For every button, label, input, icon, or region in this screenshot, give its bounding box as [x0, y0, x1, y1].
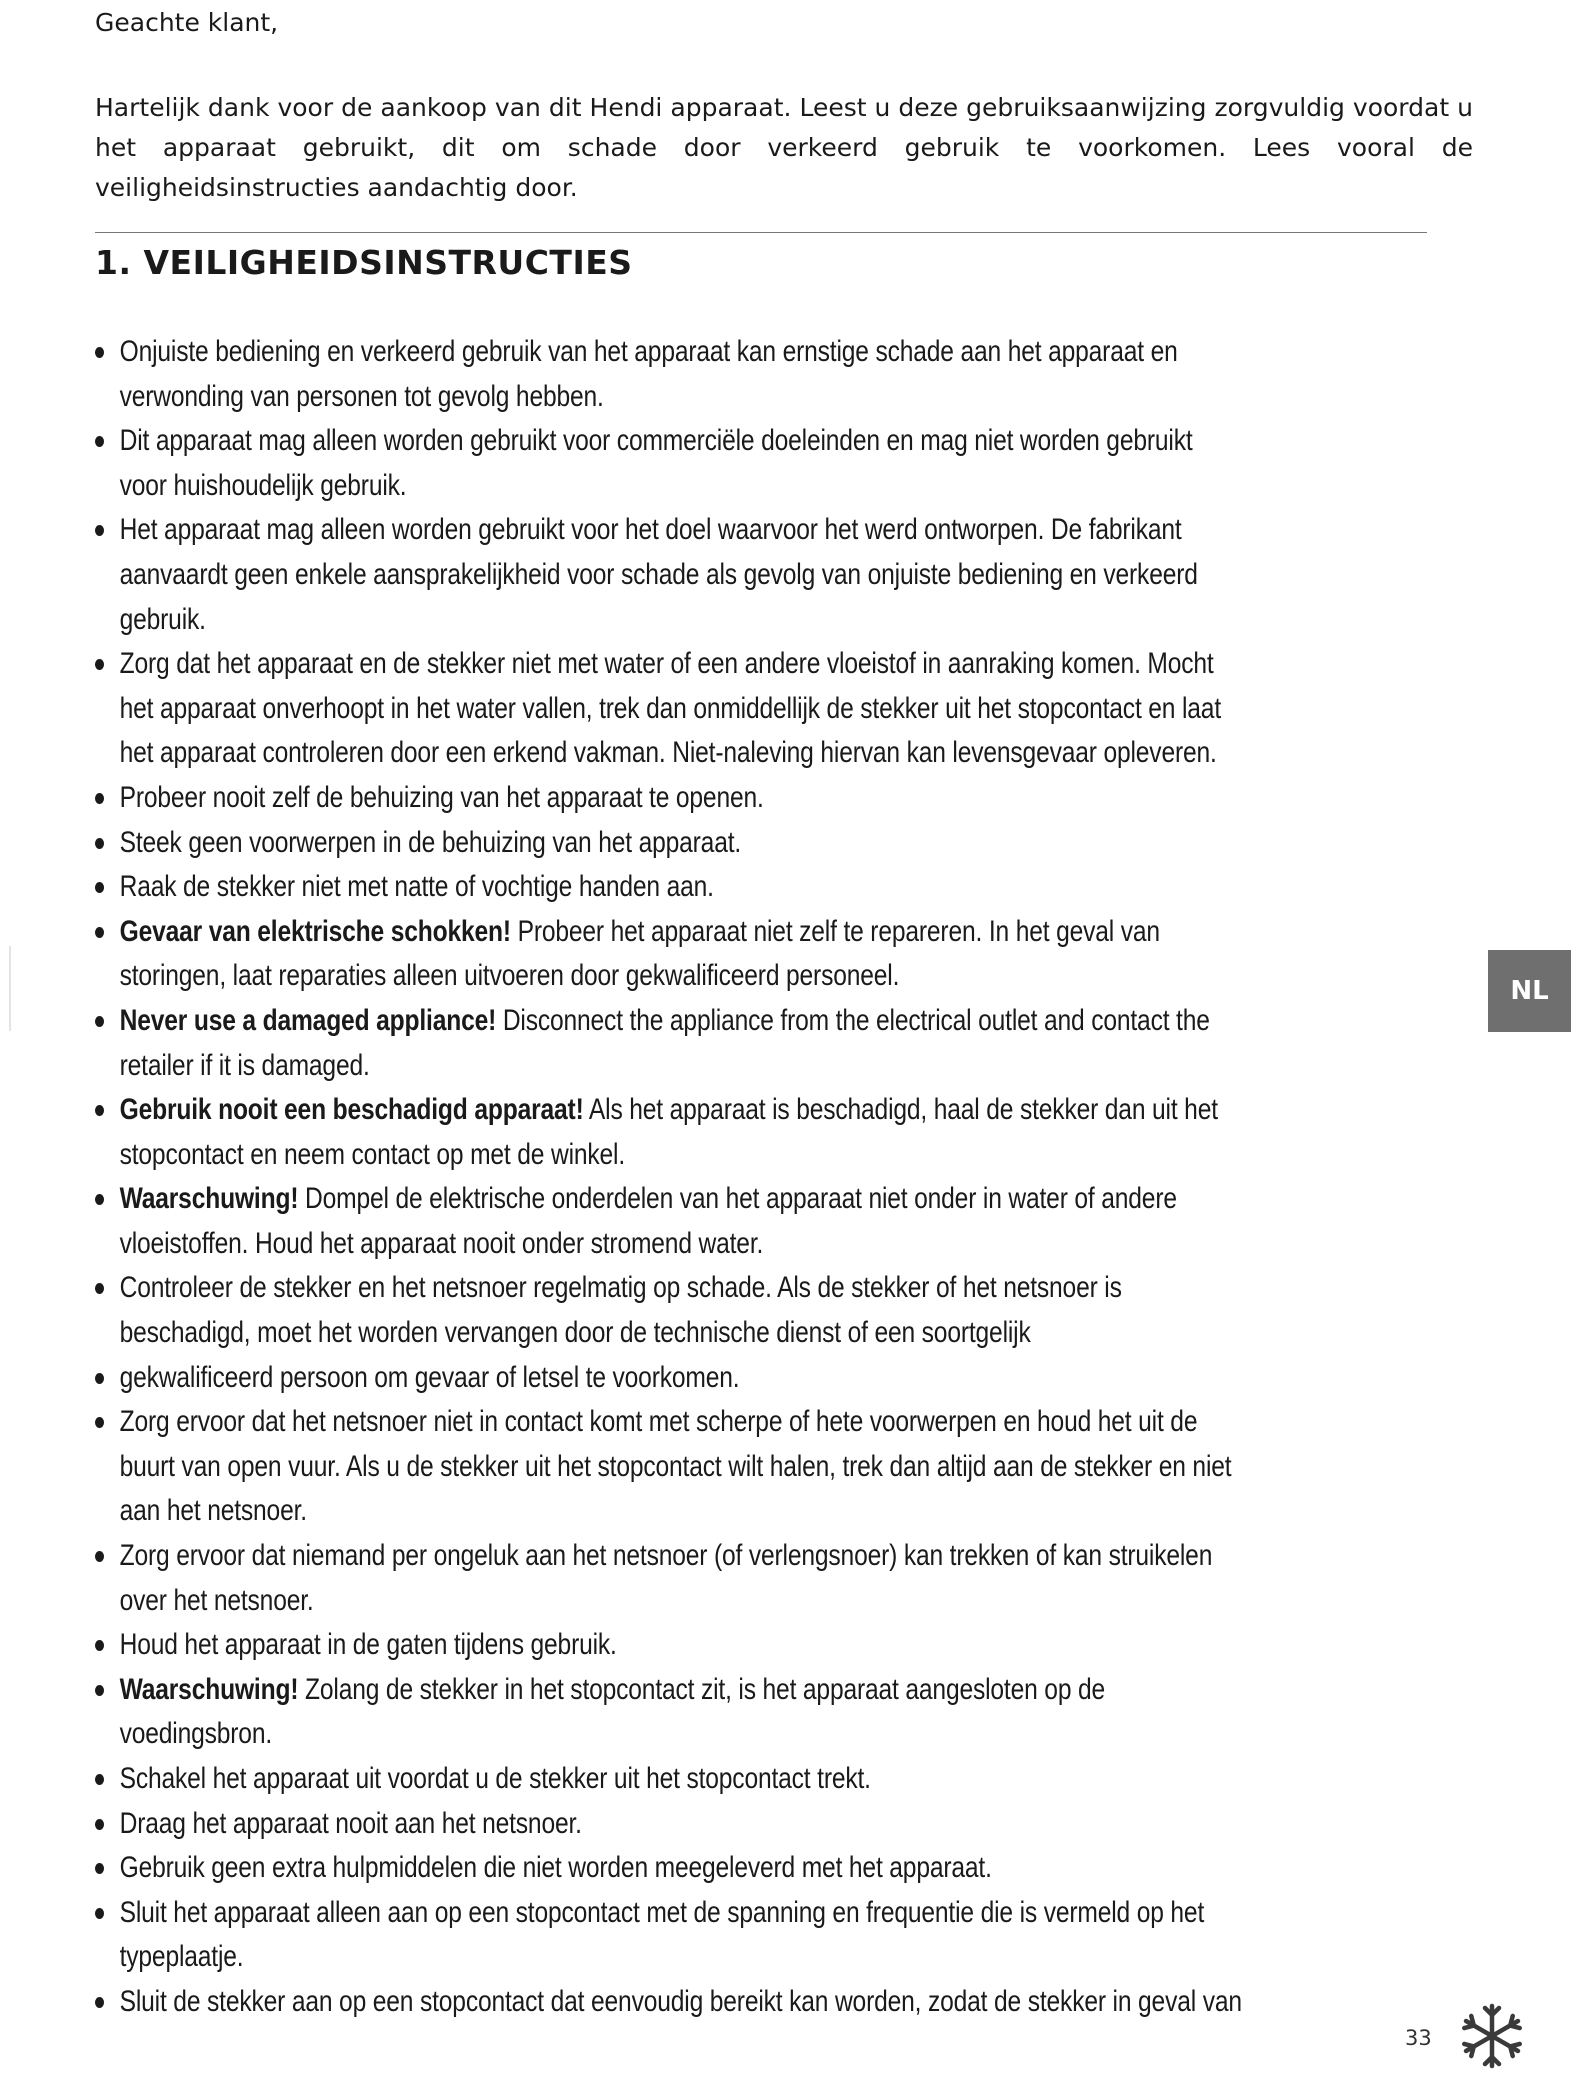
bullet-bold: Waarschuwing! — [119, 1672, 299, 1706]
list-item — [95, 1623, 1243, 1668]
bullet-bold: Never use a damaged appliance! — [119, 1003, 497, 1037]
list-item — [95, 865, 1243, 910]
bullet-text: gekwalificeerd persoon om gevaar of letsel te voorkomen. — [119, 1360, 740, 1394]
bullet-icon — [95, 1863, 104, 1874]
bullet-text: Zolang de stekker in het stopcontact zit, is het apparaat aangesloten op de voedingsbron. — [119, 1672, 1106, 1751]
bullet-icon — [95, 525, 104, 536]
bullet-icon — [95, 347, 104, 358]
bullet-icon — [95, 927, 104, 938]
bullet-text: Dit apparaat mag alleen worden gebruikt voor commerciële doeleinden en mag niet worden gebruikt voor huishoudelijk gebruik. — [119, 424, 1193, 502]
bullet-text: Zorg dat het apparaat en de stekker niet met water of een andere vloeistof in aanraking komen. Mocht het apparaat onverhoopt in het water vallen, trek dan onmiddellijk de stekker uit het stopcontact en laat het apparaat controleren door een erkend vakman. Niet-naleving hiervan kan levensgevaar opleveren. — [119, 647, 1222, 770]
bullet-text: Het apparaat mag alleen worden gebruikt voor het doel waarvoor het werd ontworpen. De fabrikant aanvaardt geen enkele aansprakelijkheid voor schade als gevolg van onjuiste bediening en verkeerd gebruik. — [119, 513, 1198, 636]
list-item — [95, 330, 1243, 419]
bullet-text: Onjuiste bediening en verkeerd gebruik van het apparaat kan ernstige schade aan het apparaat en verwonding van personen tot gevolg hebben. — [119, 335, 1178, 413]
bullet-icon — [95, 1819, 104, 1830]
bullet-icon — [95, 1640, 104, 1651]
list-item — [95, 508, 1243, 642]
bullet-text: Draag het apparaat nooit aan het netsnoer. — [119, 1806, 582, 1840]
bullet-icon — [95, 882, 104, 893]
list-item — [95, 1400, 1243, 1534]
bullet-icon — [95, 1551, 104, 1562]
list-item — [95, 1534, 1243, 1623]
list-item — [95, 821, 1243, 866]
list-item — [95, 910, 1243, 999]
margin-mark — [9, 946, 11, 1031]
bullet-text: Als het apparaat is beschadigd, haal de stekker dan uit het stopcontact en neem contact op met de winkel. — [119, 1093, 1218, 1171]
bullet-bold: Gebruik nooit een beschadigd apparaat! — [119, 1093, 584, 1127]
list-item — [95, 642, 1243, 776]
language-tab: NL — [1488, 950, 1571, 1032]
bullet-icon — [95, 1997, 104, 2008]
section-title: 1. VEILIGHEIDSINSTRUCTIES — [95, 243, 633, 282]
list-item — [95, 1088, 1243, 1177]
bullet-text: Controleer de stekker en het netsnoer regelmatig op schade. Als de stekker of het netsnoer is beschadigd, moet het worden vervangen door de technische dienst of een soortgelijk — [119, 1271, 1122, 1350]
bullet-text: Sluit de stekker aan op een stopcontact dat eenvoudig bereikt kan worden, zodat de stekker in geval van — [119, 1984, 1242, 2018]
bullet-text: Probeer het apparaat niet zelf te repareren. In het geval van storingen, laat reparaties alleen uitvoeren door gekwalificeerd personeel. — [119, 914, 1160, 993]
list-item — [95, 1757, 1243, 1802]
bullet-icon — [95, 1908, 104, 1919]
list-item — [95, 1846, 1243, 1891]
list-item — [95, 1356, 1243, 1401]
intro-paragraph: Hartelijk dank voor de aankoop van dit Hendi apparaat. Leest u deze gebruiksaanwijzing zorgvuldig voordat u het apparaat gebruikt, dit om schade door verkeerd gebruik te voorkomen. Lees vooral de veiligheidsinstructies aandachtig door. — [95, 93, 1473, 202]
list-item — [95, 1668, 1243, 1757]
bullet-icon — [95, 436, 104, 447]
bullet-text: Zorg ervoor dat niemand per ongeluk aan het netsnoer (of verlengsnoer) kan trekken of kan struikelen over het netsnoer. — [119, 1539, 1213, 1617]
bullet-icon — [95, 793, 104, 804]
bullet-text: Zorg ervoor dat het netsnoer niet in contact komt met scherpe of hete voorwerpen en houd het uit de buurt van open vuur. Als u de stekker uit het stopcontact wilt halen, trek dan altijd aan de stekker en niet aan het netsnoer. — [119, 1405, 1232, 1528]
bullet-text: Schakel het apparaat uit voordat u de stekker uit het stopcontact trekt. — [119, 1762, 871, 1795]
bullet-icon — [95, 1194, 104, 1205]
list-item — [95, 1980, 1243, 2025]
list-item — [95, 419, 1243, 508]
bullet-icon — [95, 1016, 104, 1027]
bullet-text: Houd het apparaat in de gaten tijdens gebruik. — [119, 1628, 617, 1662]
bullet-bold: Gevaar van elektrische schokken! — [119, 914, 511, 948]
bullet-icon — [95, 838, 104, 849]
bullet-text: Sluit het apparaat alleen aan op een stopcontact met de spanning en frequentie die is vermeld op het typeplaatje. — [119, 1895, 1205, 1974]
safety-instructions-list — [95, 330, 1243, 2025]
list-item — [95, 1802, 1243, 1847]
bullet-icon — [95, 1373, 104, 1384]
bullet-text: Disconnect the appliance from the electrical outlet and contact the retailer if it is damaged. — [119, 1003, 1210, 1082]
list-item — [95, 1177, 1243, 1266]
list-item — [95, 776, 1243, 821]
snowflake-icon — [1458, 2002, 1526, 2070]
list-item — [95, 1891, 1243, 1980]
bullet-text: Raak de stekker niet met natte of vochtige handen aan. — [119, 870, 714, 904]
bullet-bold: Waarschuwing! — [119, 1182, 299, 1216]
bullet-icon — [95, 1685, 104, 1696]
section-divider — [95, 232, 1427, 233]
bullet-icon — [95, 1774, 104, 1785]
bullet-text: Dompel de elektrische onderdelen van het apparaat niet onder in water of andere vloeistoffen. Houd het apparaat nooit onder stromend water. — [119, 1182, 1177, 1260]
bullet-text: Gebruik geen extra hulpmiddelen die niet worden meegeleverd met het apparaat. — [119, 1851, 992, 1885]
bullet-text: Probeer nooit zelf de behuizing van het apparaat te openen. — [119, 780, 764, 814]
bullet-icon — [95, 1417, 104, 1428]
bullet-text: Steek geen voorwerpen in de behuizing van het apparaat. — [119, 825, 742, 859]
bullet-icon — [95, 659, 104, 670]
greeting: Geachte klant, — [95, 8, 279, 37]
list-item — [95, 999, 1243, 1088]
bullet-icon — [95, 1105, 104, 1116]
list-item — [95, 1266, 1243, 1355]
bullet-icon — [95, 1283, 104, 1294]
page-number: 33 — [1405, 2026, 1432, 2050]
